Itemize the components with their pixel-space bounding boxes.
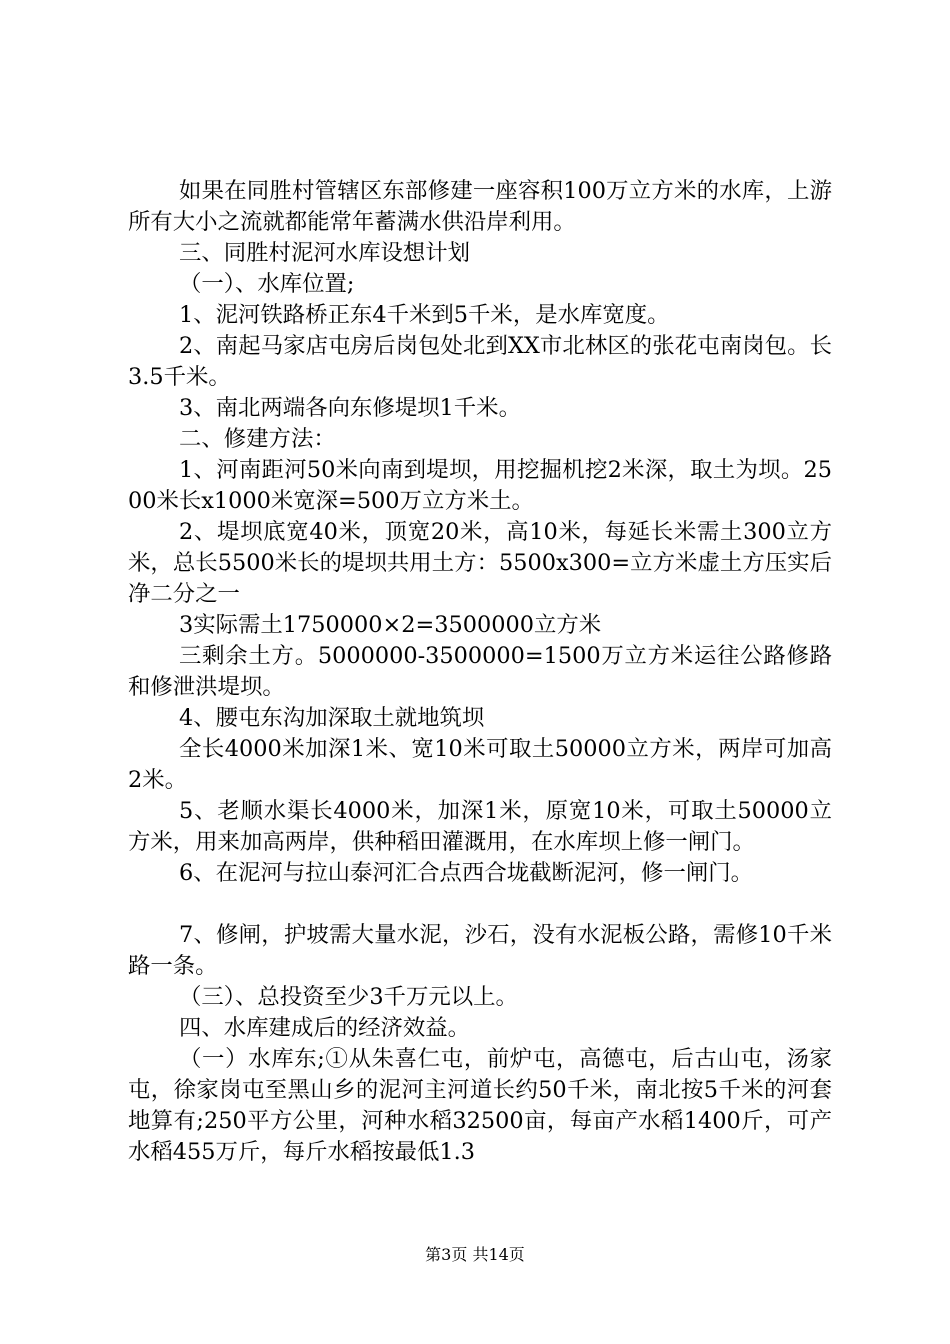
section-heading: 二、修建方法： bbox=[179, 426, 336, 452]
subsection-heading: （三）、总投资至少3千万元以上。 bbox=[179, 984, 518, 1010]
page-footer: 第3页 共14页 bbox=[425, 1245, 525, 1264]
paragraph: 三剩余土方。5000000-3500000=1500万立方米运往公路修路和修泄洪堤坝。 bbox=[128, 643, 832, 700]
paragraph: 7、修闸，护坡需大量水泥，沙石，没有水泥板公路，需修10千米路一条。 bbox=[128, 922, 832, 979]
paragraph: 5、老顺水渠长4000米，加深1米，原宽10米，可取土50000立方米，用来加高两岸，供种稻田灌溉用，在水库坝上修一闸门。 bbox=[128, 798, 832, 855]
paragraph: 1、河南距河50米向南到堤坝，用挖掘机挖2米深，取土为坝。2500米长x1000米宽深=500万立方米土。 bbox=[128, 457, 832, 514]
section-heading: 三、同胜村泥河水库设想计划 bbox=[179, 240, 471, 266]
paragraph: （一）水库东;①从朱喜仁屯，前炉屯，高德屯，后古山屯，汤家屯，徐家岗屯至黑山乡的泥河主河道长约50千米，南北按5千米的河套地算有;250平方公里，河种水稻32500亩，每亩产水稻1400斤，可产水稻455万斤，每斤水稻按最低1.3 bbox=[128, 1046, 832, 1165]
paragraph: 6、在泥河与拉山泰河汇合点西合垅截断泥河，修一闸门。 bbox=[179, 860, 754, 886]
paragraph: 全长4000米加深1米、宽10米可取土50000立方米，两岸可加高2米。 bbox=[128, 736, 832, 793]
document-body bbox=[128, 176, 832, 1168]
paragraph: 3实际需土1750000×2=3500000立方米 bbox=[179, 612, 602, 638]
paragraph: 1、泥河铁路桥正东4千米到5千米，是水库宽度。 bbox=[179, 302, 670, 328]
paragraph: 3、南北两端各向东修堤坝1千米。 bbox=[179, 395, 521, 421]
paragraph: 2、南起马家店屯房后岗包处北到XX市北林区的张花屯南岗包。长3.5千米。 bbox=[128, 333, 832, 390]
paragraph: 如果在同胜村管辖区东部修建一座容积100万立方米的水库，上游所有大小之流就都能常年蓄满水供沿岸利用。 bbox=[128, 178, 832, 235]
section-heading: 四、水库建成后的经济效益。 bbox=[179, 1015, 471, 1041]
paragraph: 4、腰屯东沟加深取土就地筑坝 bbox=[179, 705, 485, 731]
paragraph: 2、堤坝底宽40米，顶宽20米，高10米，每延长米需土300立方米，总长5500米长的堤坝共用土方：5500x300=立方米虚土方压实后净二分之一 bbox=[128, 519, 832, 607]
paragraph-gap bbox=[128, 889, 832, 920]
subsection-heading: （一）、水库位置; bbox=[179, 271, 355, 297]
